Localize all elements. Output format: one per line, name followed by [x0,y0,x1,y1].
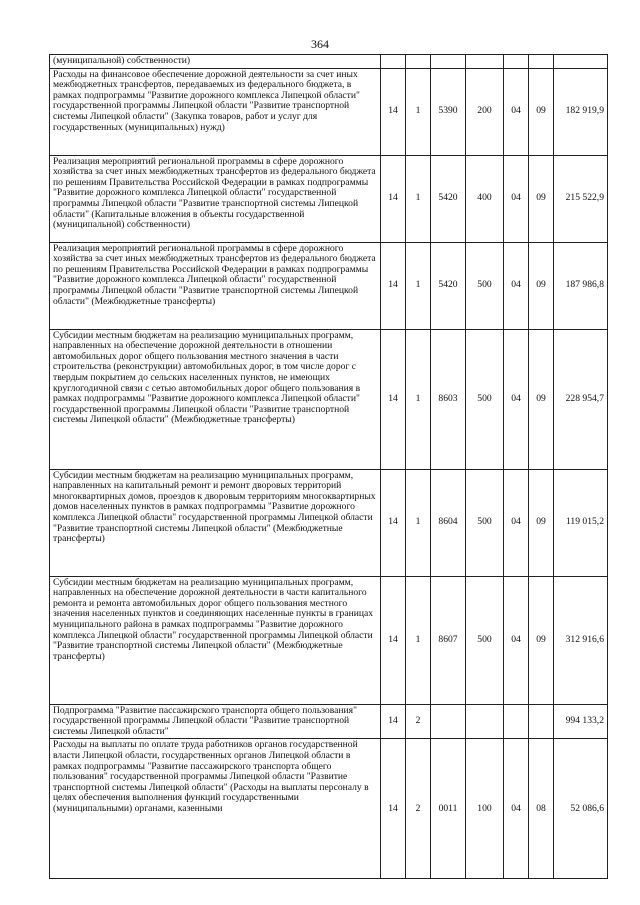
row-code-f: 09 [529,469,554,576]
row-code-e: 04 [504,68,529,155]
row-amount: 182 919,9 [554,68,608,155]
row-code-d [466,704,504,739]
row-description: Реализация мероприятий региональной программы в сфере дорожного хозяйства за счет иных межбюджетных трансфертов из федерального бюджета по решениям Правительства Российской Федерации в рамках подпрограммы "Развитие дорожного комплекса Липецкой области" государственной программы Липецкой области "Развитие транспортной системы Липецкой области" (Капитальные вложения в объекты государственной (муниципальной) собственности) [50,155,381,242]
row-code-c: 8603 [431,329,466,469]
row-code-e [504,55,529,69]
row-code-c: 8604 [431,469,466,576]
row-code-e: 04 [504,469,529,576]
row-description: Субсидии местным бюджетам на реализацию муниципальных программ, направленных на обеспечение дорожной деятельности в части капитального ремонта и ремонта автомобильных дорог общего пользования местного значения населенных пунктов и соединяющих населенные пункты в границах муниципального района в рамках подпрограммы "Развитие дорожного комплекса Липецкой области" государственной программы Липецкой области "Развитие транспортной системы Липецкой области" (Межбюджетные трансферты) [50,576,381,704]
table-row [50,739,608,879]
row-code-f: 09 [529,576,554,704]
row-code-b: 1 [406,155,431,242]
row-code-b: 1 [406,469,431,576]
row-code-b: 1 [406,576,431,704]
row-code-e: 04 [504,329,529,469]
row-code-c: 0011 [431,739,466,879]
row-code-f [529,704,554,739]
row-code-d: 500 [466,469,504,576]
table-row [50,55,608,69]
row-amount: 119 015,2 [554,469,608,576]
row-code-d [466,55,504,69]
row-code-c [431,704,466,739]
row-code-a: 14 [381,704,406,739]
row-code-b: 1 [406,68,431,155]
row-code-b: 1 [406,242,431,329]
row-description: Расходы на выплаты по оплате труда работников органов государственной власти Липецкой области, государственных органов Липецкой области в рамках подпрограммы "Развитие пассажирского транспорта общего пользования" государственной программы Липецкой области "Развитие транспортной системы Липецкой области" (Расходы на выплаты персоналу в целях обеспечения выполнения функций государственными (муниципальными) органами, казенными [50,739,381,879]
row-code-d: 200 [466,68,504,155]
row-code-c: 5390 [431,68,466,155]
row-description: Реализация мероприятий региональной программы в сфере дорожного хозяйства за счет иных межбюджетных трансфертов из федерального бюджета по решениям Правительства Российской Федерации в рамках подпрограммы "Развитие дорожного комплекса Липецкой области" государственной программы Липецкой области "Развитие транспортной системы Липецкой области" (Межбюджетные трансферты) [50,242,381,329]
row-code-e: 04 [504,155,529,242]
table-row [50,155,608,242]
row-code-c: 5420 [431,155,466,242]
table-row [50,329,608,469]
row-code-e [504,704,529,739]
row-code-d: 400 [466,155,504,242]
row-code-b: 2 [406,739,431,879]
row-code-e: 04 [504,739,529,879]
row-amount [554,55,608,69]
row-code-d: 500 [466,242,504,329]
row-code-f: 09 [529,242,554,329]
page-number: 364 [311,37,329,51]
row-amount: 312 916,6 [554,576,608,704]
row-code-c [431,55,466,69]
row-code-b [406,55,431,69]
row-code-a: 14 [381,739,406,879]
row-amount: 52 086,6 [554,739,608,879]
row-code-a: 14 [381,469,406,576]
row-code-f [529,55,554,69]
row-amount: 228 954,7 [554,329,608,469]
row-amount: 994 133,2 [554,704,608,739]
row-code-b: 1 [406,329,431,469]
row-code-e: 04 [504,576,529,704]
row-description: Расходы на финансовое обеспечение дорожной деятельности за счет иных межбюджетных трансфертов, передаваемых из федерального бюджета, в рамках подпрограммы "Развитие дорожного комплекса Липецкой области" государственной программы Липецкой области "Развитие транспортной системы Липецкой области" (Закупка товаров, работ и услуг для государственных (муниципальных) нужд) [50,68,381,155]
row-code-a: 14 [381,329,406,469]
row-description: (муниципальной) собственности) [50,55,381,69]
row-code-f: 09 [529,155,554,242]
row-amount: 215 522,9 [554,155,608,242]
table-row [50,704,608,739]
row-description: Субсидии местным бюджетам на реализацию муниципальных программ, направленных на капитальный ремонт и ремонт дворовых территорий многоквартирных домов, проездов к дворовым территориям многоквартирных домов населенных пунктов в рамках подпрограммы "Развитие дорожного комплекса Липецкой области" государственной программы Липецкой области "Развитие транспортной системы Липецкой области" (Межбюджетные трансферты) [50,469,381,576]
row-code-f: 08 [529,739,554,879]
row-description: Субсидии местным бюджетам на реализацию муниципальных программ, направленных на обеспечение дорожной деятельности в отношении автомобильных дорог общего пользования местного значения в части строительства (реконструкции) автомобильных дорог, в том числе дорог с твердым покрытием до сельских населенных пунктов, не имеющих круглогодичной связи с сетью автомобильных дорог общего пользования в рамках подпрограммы "Развитие дорожного комплекса Липецкой области" государственной программы Липецкой области "Развитие транспортной системы Липецкой области" (Межбюджетные трансферты) [50,329,381,469]
row-code-a: 14 [381,155,406,242]
table-row [50,68,608,155]
row-code-d: 500 [466,576,504,704]
row-description: Подпрограмма "Развитие пассажирского транспорта общего пользования" государственной программы Липецкой области "Развитие транспортной системы Липецкой области" [50,704,381,739]
row-code-b: 2 [406,704,431,739]
budget-table [49,54,608,879]
table-row [50,242,608,329]
row-code-c: 5420 [431,242,466,329]
row-code-f: 09 [529,68,554,155]
row-code-d: 500 [466,329,504,469]
table-row [50,469,608,576]
row-code-a: 14 [381,242,406,329]
row-code-c: 8607 [431,576,466,704]
row-code-a [381,55,406,69]
row-code-a: 14 [381,68,406,155]
row-code-f: 09 [529,329,554,469]
row-code-d: 100 [466,739,504,879]
row-code-e: 04 [504,242,529,329]
table-row [50,576,608,704]
row-amount: 187 986,8 [554,242,608,329]
row-code-a: 14 [381,576,406,704]
